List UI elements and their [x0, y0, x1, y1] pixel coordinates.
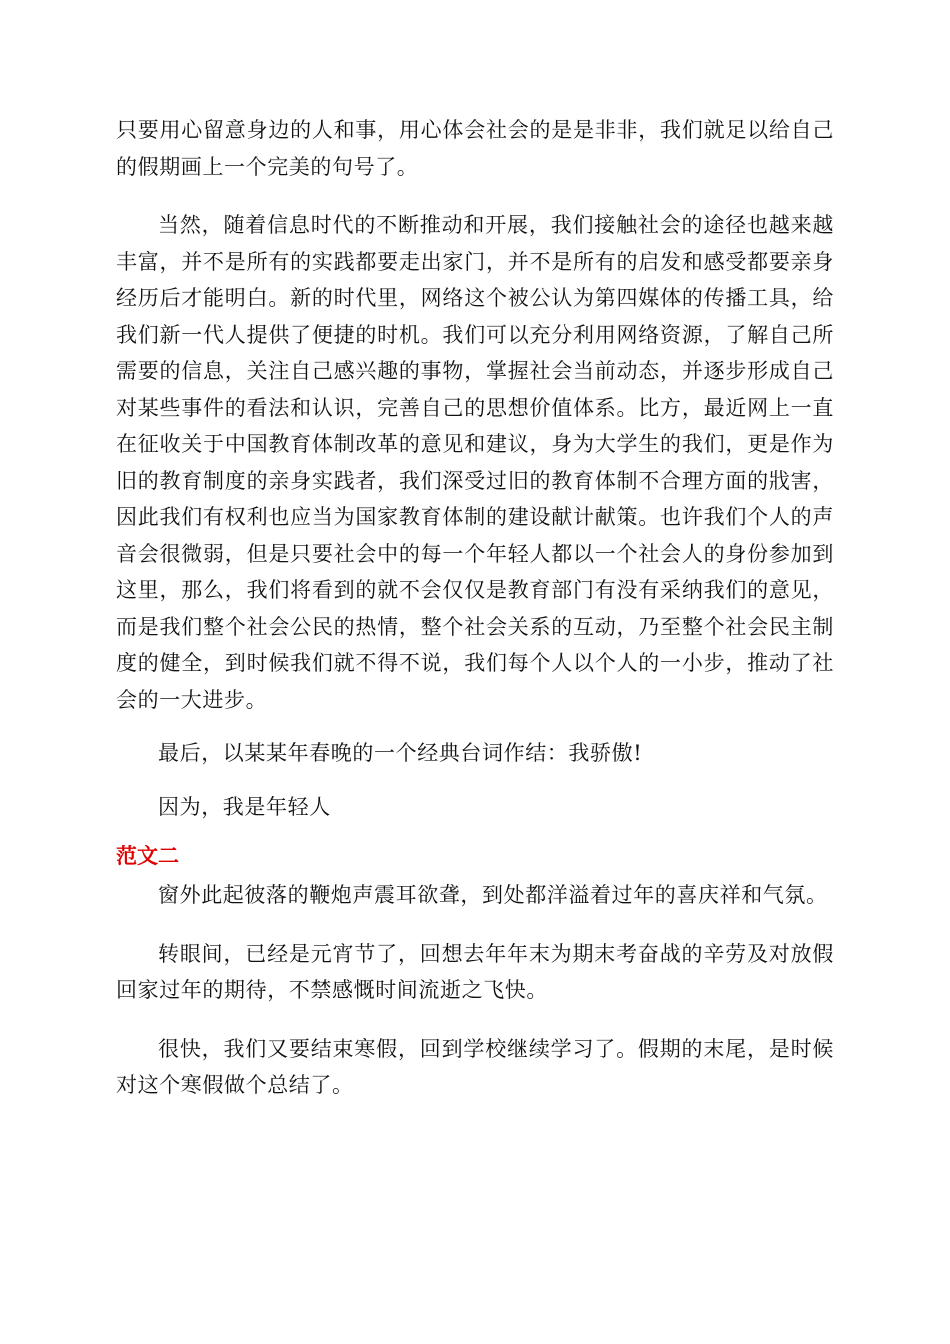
paragraph-closing-thought: 只要用心留意身边的人和事，用心体会社会的是是非非，我们就足以给自己的假期画上一个完美的句号了。	[116, 118, 834, 179]
paragraph-winter-break-summary: 很快，我们又要结束寒假，回到学校继续学习了。假期的末尾，是时候对这个寒假做个总结了。	[116, 1036, 834, 1097]
paragraph-firecrackers: 窗外此起彼落的鞭炮声震耳欲聋，到处都洋溢着过年的喜庆祥和气氛。	[158, 883, 828, 907]
section-heading-sample-two: 范文二	[116, 844, 179, 868]
paragraph-lantern-festival: 转眼间，已经是元宵节了，回想去年年末为期末考奋战的辛劳及对放假回家过年的期待，不禁感慨时间流逝之飞快。	[116, 941, 834, 1002]
document-body	[116, 112, 834, 1104]
paragraph-because-young: 因为，我是年轻人	[158, 794, 331, 819]
paragraph-conclusion: 最后，以某某年春晚的一个经典台词作结：我骄傲!	[158, 741, 643, 765]
paragraph-internet-practice: 当然，随着信息时代的不断推动和开展，我们接触社会的途径也越来越丰富，并不是所有的实践都要走出家门，并不是所有的启发和感受都要亲身经历后才能明白。新的时代里，网络这个被公认为第四媒体的传播工具，给我们新一代人提供了便捷的时机。我们可以充分利用网络资源，了解自己所需要的信息，关注自己感兴趣的事物，掌握社会当前动态，并逐步形成自己对某些事件的看法和认识，完善自己的思想价值体系。比方，最近网上一直在征收关于中国教育体制改革的意见和建议，身为大学生的我们，更是作为旧的教育制度的亲身实践者，我们深受过旧的教育体制不合理方面的戕害，因此我们有权利也应当为国家教育体制的建设献计献策。也许我们个人的声音会很微弱，但是只要社会中的每一个年轻人都以一个社会人的身份参加到这里，那么，我们将看到的就不会仅仅是教育部门有没有采纳我们的意见，而是我们整个社会公民的热情，整个社会关系的互动，乃至整个社会民主制度的健全，到时候我们就不得不说，我们每个人以个人的一小步，推动了社会的一大进步。	[116, 213, 834, 712]
